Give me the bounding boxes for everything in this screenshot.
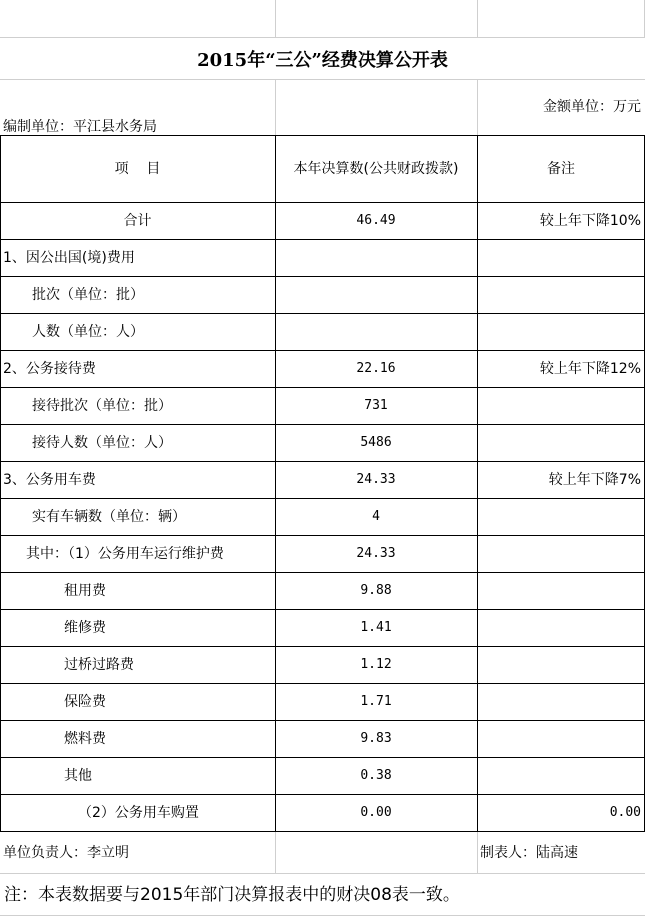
- row-remark: [477, 535, 645, 572]
- table-row: [0, 461, 645, 498]
- row-amount: 731: [364, 398, 388, 413]
- row-item: 人数（单位：人）: [32, 323, 144, 340]
- row-remark: 较上年下降7%: [548, 471, 641, 488]
- row-remark: [477, 313, 645, 350]
- row-amount: 24.33: [356, 546, 396, 561]
- grid-line: [0, 461, 645, 462]
- row-item: （2）公务用车购置: [78, 804, 199, 821]
- grid-line: [275, 135, 276, 832]
- grid-line: [0, 37, 645, 38]
- row-remark: 较上年下降10%: [539, 212, 641, 229]
- grid-line: [0, 646, 645, 647]
- grid-line: [0, 683, 645, 684]
- table-row: [0, 424, 645, 461]
- row-amount: 22.16: [356, 361, 396, 376]
- org-label: 编制单位：平江县水务局: [3, 119, 157, 135]
- table-row: [0, 757, 645, 794]
- unit-label: 金额单位：万元: [543, 99, 641, 115]
- row-amount: [275, 276, 477, 313]
- row-item: 2、公务接待费: [3, 360, 96, 377]
- row-amount: [275, 313, 477, 350]
- row-remark: [477, 498, 645, 535]
- table-row: [0, 683, 645, 720]
- row-item: 批次（单位：批）: [32, 286, 144, 303]
- grid-line: [477, 80, 478, 135]
- grid-line: [0, 609, 645, 610]
- row-remark: [477, 387, 645, 424]
- grid-line: [0, 276, 645, 277]
- footer-row: [0, 832, 645, 874]
- table-row: [0, 239, 645, 276]
- grid-line: [0, 757, 645, 758]
- grid-line: [0, 720, 645, 721]
- header-remark: 备注: [547, 160, 575, 177]
- row-item: 燃料费: [64, 730, 106, 747]
- preparer: 制表人：陆高速: [480, 845, 578, 861]
- grid-line: [0, 873, 645, 874]
- note-text: 注：本表数据要与2015年部门决算报表中的财决08表一致。: [4, 884, 460, 905]
- grid-line: [0, 498, 645, 499]
- table-row: [0, 794, 645, 831]
- grid-line: [0, 135, 645, 136]
- table-row: [0, 720, 645, 757]
- row-item: 合计: [123, 212, 152, 229]
- row-item: 维修费: [64, 619, 106, 636]
- grid-line: [0, 202, 645, 203]
- table-row: [0, 498, 645, 535]
- row-remark: [477, 757, 645, 794]
- table-row: [0, 202, 645, 239]
- row-amount: [275, 239, 477, 276]
- table-row: [0, 313, 645, 350]
- row-item: 3、公务用车费: [3, 471, 96, 488]
- grid-line: [0, 135, 1, 832]
- row-item: 实有车辆数（单位：辆）: [32, 508, 186, 525]
- table-row: [0, 350, 645, 387]
- table-row: [0, 387, 645, 424]
- row-amount: 4: [372, 509, 380, 524]
- row-remark: [477, 683, 645, 720]
- row-item: 其他: [64, 767, 92, 784]
- header-amount: 本年决算数(公共财政拨款): [293, 160, 459, 177]
- grid-line: [0, 424, 645, 425]
- page-title: 2015年“三公”经费决算公开表: [197, 50, 448, 71]
- grid-line: [275, 832, 276, 874]
- grid-line: [0, 535, 645, 536]
- grid-line: [0, 313, 645, 314]
- grid-line: [477, 0, 478, 37]
- table-row: [0, 572, 645, 609]
- row-remark: [477, 720, 645, 757]
- row-item: 其中：（1）公务用车运行维护费: [26, 545, 224, 562]
- row-amount: 5486: [360, 435, 392, 450]
- table-row: [0, 609, 645, 646]
- row-amount: 0.38: [360, 768, 392, 783]
- row-amount: 1.12: [360, 657, 392, 672]
- table-row: [0, 646, 645, 683]
- empty-top-row: [0, 0, 645, 38]
- row-amount: 1.41: [360, 620, 392, 635]
- header-item: 项 目: [114, 160, 161, 177]
- row-amount: 1.71: [360, 694, 392, 709]
- info-row: [0, 80, 645, 135]
- row-remark: [477, 572, 645, 609]
- table-row: [0, 276, 645, 313]
- row-remark: 较上年下降12%: [539, 360, 641, 377]
- row-item: 租用费: [64, 582, 106, 599]
- grid-line: [0, 387, 645, 388]
- responsible-person: 单位负责人：李立明: [3, 845, 129, 861]
- row-item: 1、因公出国(境)费用: [3, 249, 135, 266]
- row-amount: 9.83: [360, 731, 392, 746]
- row-remark: [477, 646, 645, 683]
- row-remark: [477, 424, 645, 461]
- row-item: 保险费: [64, 693, 106, 710]
- row-remark: [477, 276, 645, 313]
- note-row: [0, 874, 645, 916]
- grid-line: [0, 350, 645, 351]
- grid-line: [0, 831, 645, 832]
- row-amount: 24.33: [356, 472, 396, 487]
- row-item: 过桥过路费: [64, 656, 134, 673]
- row-amount: 46.49: [356, 213, 396, 228]
- row-item: 接待人数（单位：人）: [32, 434, 172, 451]
- row-item: 接待批次（单位：批）: [32, 397, 172, 414]
- row-remark: 0.00: [609, 805, 641, 820]
- grid-line: [275, 0, 276, 37]
- grid-line: [0, 794, 645, 795]
- grid-line: [0, 79, 645, 80]
- row-amount: 9.88: [360, 583, 392, 598]
- grid-line: [477, 135, 478, 832]
- row-remark: [477, 239, 645, 276]
- grid-line: [0, 572, 645, 573]
- table-header: [0, 135, 645, 202]
- grid-line: [275, 80, 276, 135]
- table-row: [0, 535, 645, 572]
- row-remark: [477, 609, 645, 646]
- row-amount: 0.00: [360, 805, 392, 820]
- grid-line: [0, 239, 645, 240]
- grid-line: [477, 832, 478, 874]
